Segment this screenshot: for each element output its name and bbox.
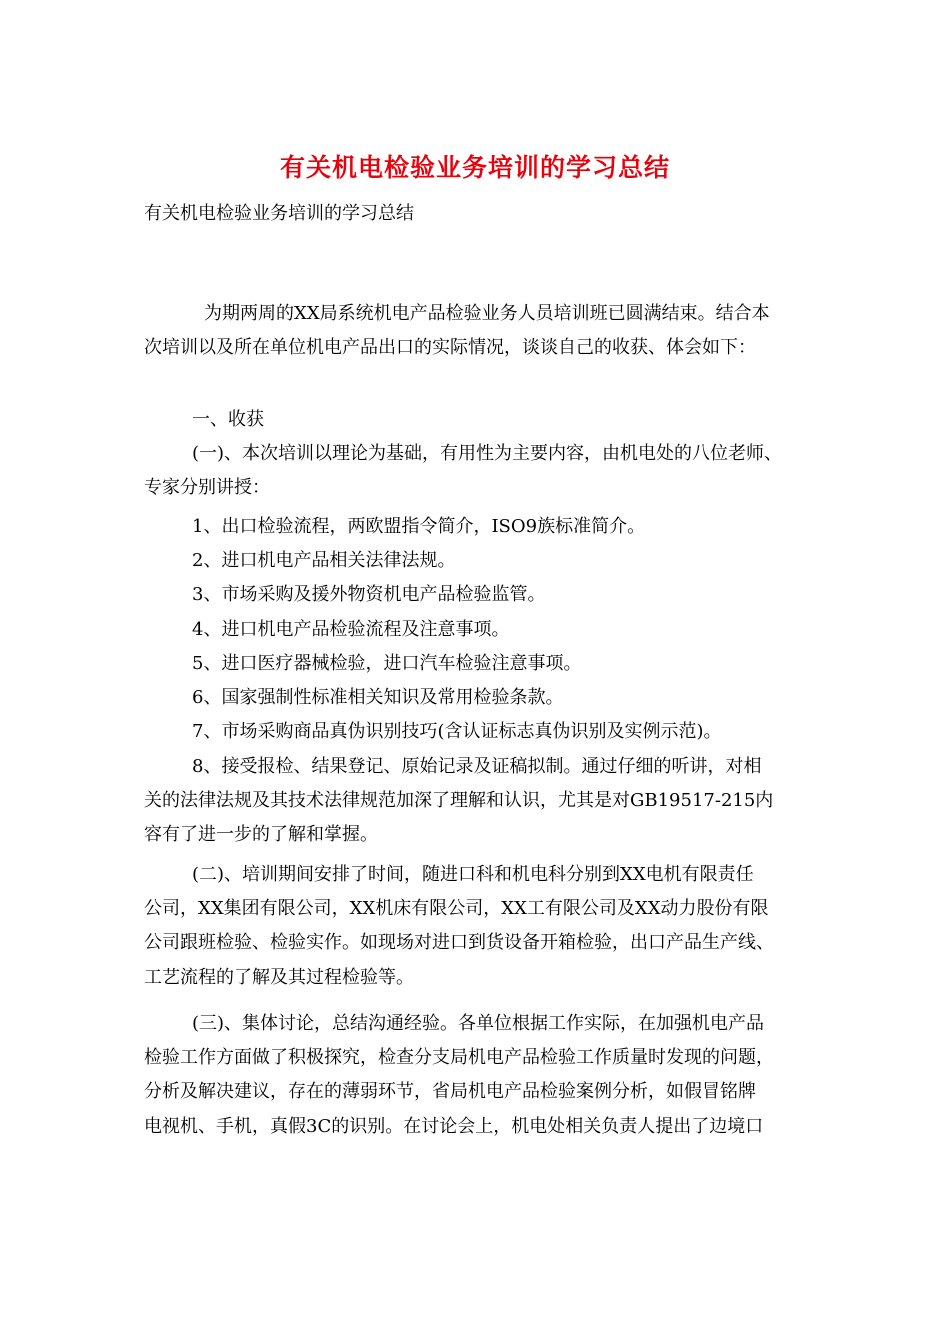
item-8-line-3: 容有了进一步的了解和掌握。 [144, 824, 378, 846]
part-3-line-2: 检验工作方面做了积极探究，检查分支局机电产品检验工作质量时发现的问题， [144, 1047, 774, 1069]
part-1-paragraph [144, 437, 824, 505]
part-3-paragraph [144, 1007, 824, 1144]
intro-line-2: 次培训以及所在单位机电产品出口的实际情况，谈谈自己的收获、体会如下： [144, 337, 756, 359]
list-item: 4、进口机电产品检验流程及注意事项。 [192, 618, 510, 640]
part-2-line-3: 公司跟班检验、检验实作。如现场对进口到货设备开箱检验，出口产品生产线、 [144, 932, 774, 954]
list-item: 2、进口机电产品相关法律法规。 [192, 550, 456, 572]
list-item: 3、市场采购及援外物资机电产品检验监管。 [192, 584, 546, 606]
section-1-heading [144, 403, 824, 437]
part-2-line-1: (二)、培训期间安排了时间，随进口科和机电科分别到XX电机有限责任 [192, 864, 754, 885]
part-3-line-4: 电视机、手机，真假3C的识别。在讨论会上，机电处相关负责人提出了边境口 [144, 1115, 764, 1137]
part-2-line-2: 公司，XX集团有限公司，XX机床有限公司，XX工有限公司及XX动力股份有限 [144, 898, 769, 920]
section-heading-text: 一、收获 [192, 409, 264, 430]
item-8-paragraph [144, 750, 824, 853]
part-2-line-4: 工艺流程的了解及其过程检验等。 [144, 966, 414, 988]
list-item: 6、国家强制性标准相关知识及常用检验条款。 [192, 686, 564, 708]
list-item: 1、出口检验流程，两欧盟指令简介，ISO9族标准简介。 [192, 516, 646, 537]
list-item: 7、市场采购商品真伪识别技巧(含认证标志真伪识别及实例示范)。 [192, 721, 722, 743]
training-items-list [144, 510, 824, 749]
part-1-line-2: 专家分别讲授： [144, 477, 270, 499]
intro-paragraph [144, 297, 824, 365]
document-subtitle: 有关机电检验业务培训的学习总结 [144, 203, 414, 224]
list-item: 5、进口医疗器械检验，进口汽车检验注意事项。 [192, 652, 582, 674]
item-8-line-2: 关的法律法规及其技术法律规范加深了理解和认识，尤其是对GB19517-215内 [144, 790, 774, 812]
document-title: 有关机电检验业务培训的学习总结 [279, 153, 670, 182]
part-1-line-1: (一)、本次培训以理论为基础，有用性为主要内容，由机电处的八位老师、 [192, 443, 783, 464]
part-3-line-1: (三)、集体讨论，总结沟通经验。各单位根据工作实际，在加强机电产品 [192, 1013, 765, 1034]
item-8-line-1: 8、接受报检、结果登记、原始记录及证稿拟制。通过仔细的听讲，对相 [192, 756, 762, 777]
part-2-paragraph [144, 858, 824, 995]
intro-line-1: 为期两周的XX局系统机电产品检验业务人员培训班已圆满结束。结合本 [204, 303, 770, 324]
part-3-line-3: 分析及解决建议，存在的薄弱环节，省局机电产品检验案例分析，如假冒铭牌 [144, 1081, 756, 1103]
